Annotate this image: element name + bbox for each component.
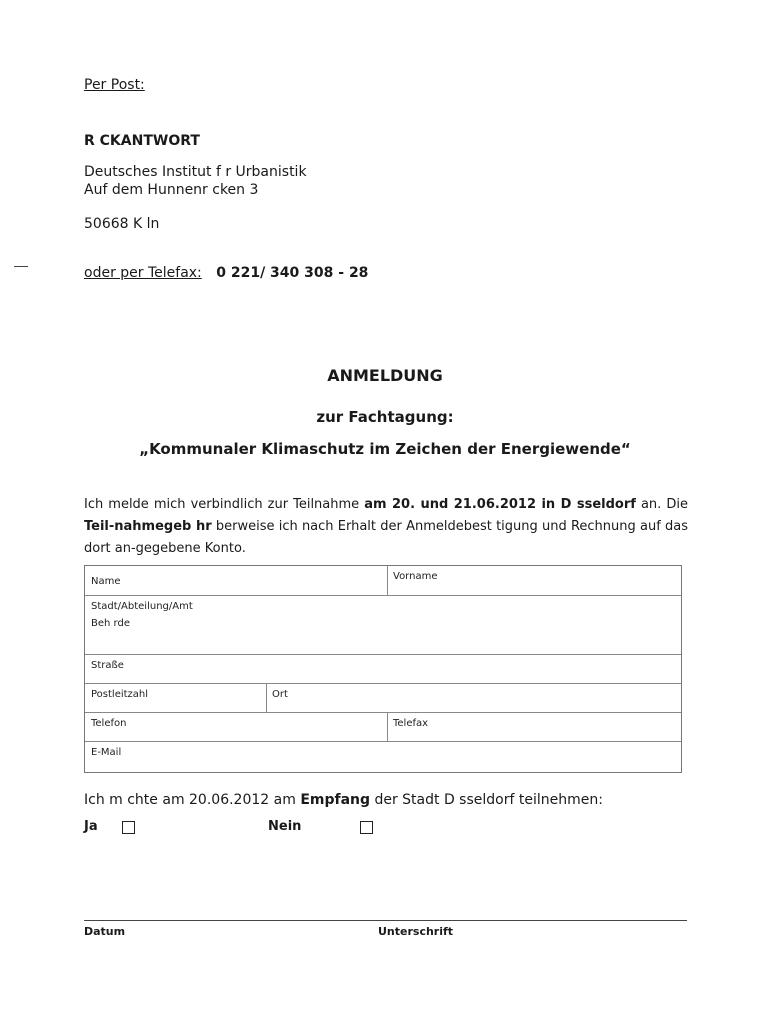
institute-city: 50668 K ln xyxy=(84,216,160,232)
reception-question xyxy=(84,792,603,808)
registration-form xyxy=(84,565,682,773)
reception-bold: Empfang xyxy=(300,792,371,808)
behoerde-field-label[interactable]: Beh rde xyxy=(91,618,130,629)
row-divider xyxy=(85,683,681,684)
vorname-field-label[interactable]: Vorname xyxy=(393,571,438,582)
signature-line xyxy=(84,920,687,921)
stadt-field-label[interactable]: Stadt/Abteilung/Amt xyxy=(91,601,193,612)
no-label: Nein xyxy=(268,819,302,834)
col-divider xyxy=(266,683,267,712)
yes-label: Ja xyxy=(84,819,98,834)
intro-text-1: Ich melde mich verbindlich zur Teilnahme xyxy=(84,497,365,512)
yes-checkbox[interactable] xyxy=(122,821,135,834)
no-checkbox[interactable] xyxy=(360,821,373,834)
telefax-field-label[interactable]: Telefax xyxy=(393,718,429,729)
fax-label: oder per Telefax: xyxy=(84,265,202,281)
reception-text-1: Ich m chte am 20.06.2012 am xyxy=(84,792,301,808)
col-divider xyxy=(387,566,388,595)
intro-text-3: berweise ich nach Erhalt der Anmeldebest tigung und Rechnung auf das dort an-gegebene Konto. xyxy=(84,519,688,556)
col-divider xyxy=(387,712,388,741)
date-label: Datum xyxy=(84,925,126,938)
intro-text-2: an. Die xyxy=(635,497,688,512)
plz-field-label[interactable]: Postleitzahl xyxy=(91,689,149,700)
row-divider xyxy=(85,741,681,742)
reply-heading: R CKANTWORT xyxy=(84,133,200,149)
fax-number: 0 221/ 340 308 - 28 xyxy=(216,265,369,281)
telefon-field-label[interactable]: Telefon xyxy=(91,718,127,729)
strasse-field-label[interactable]: Straße xyxy=(91,660,124,671)
signature-label: Unterschrift xyxy=(378,925,454,938)
margin-mark xyxy=(14,266,28,267)
page-title: ANMELDUNG xyxy=(327,366,443,385)
intro-fee: Teil-nahmegeb hr xyxy=(84,519,212,534)
event-title: „Kommunaler Klimaschutz im Zeichen der Energiewende“ xyxy=(139,440,631,458)
fax-line xyxy=(84,265,368,281)
row-divider xyxy=(85,595,681,596)
institute-street: Auf dem Hunnenr cken 3 xyxy=(84,182,259,198)
row-divider xyxy=(85,654,681,655)
reception-text-2: der Stadt D sseldorf teilnehmen: xyxy=(370,792,603,808)
via-post-label: Per Post: xyxy=(84,77,145,93)
email-field-label[interactable]: E-Mail xyxy=(91,747,122,758)
institute-name: Deutsches Institut f r Urbanistik xyxy=(84,164,307,180)
intro-paragraph xyxy=(84,494,688,560)
row-divider xyxy=(85,712,681,713)
page-subtitle: zur Fachtagung: xyxy=(316,408,454,426)
intro-dates: am 20. und 21.06.2012 in D sseldorf xyxy=(364,497,636,512)
ort-field-label[interactable]: Ort xyxy=(272,689,288,700)
name-field-label[interactable]: Name xyxy=(91,576,121,587)
